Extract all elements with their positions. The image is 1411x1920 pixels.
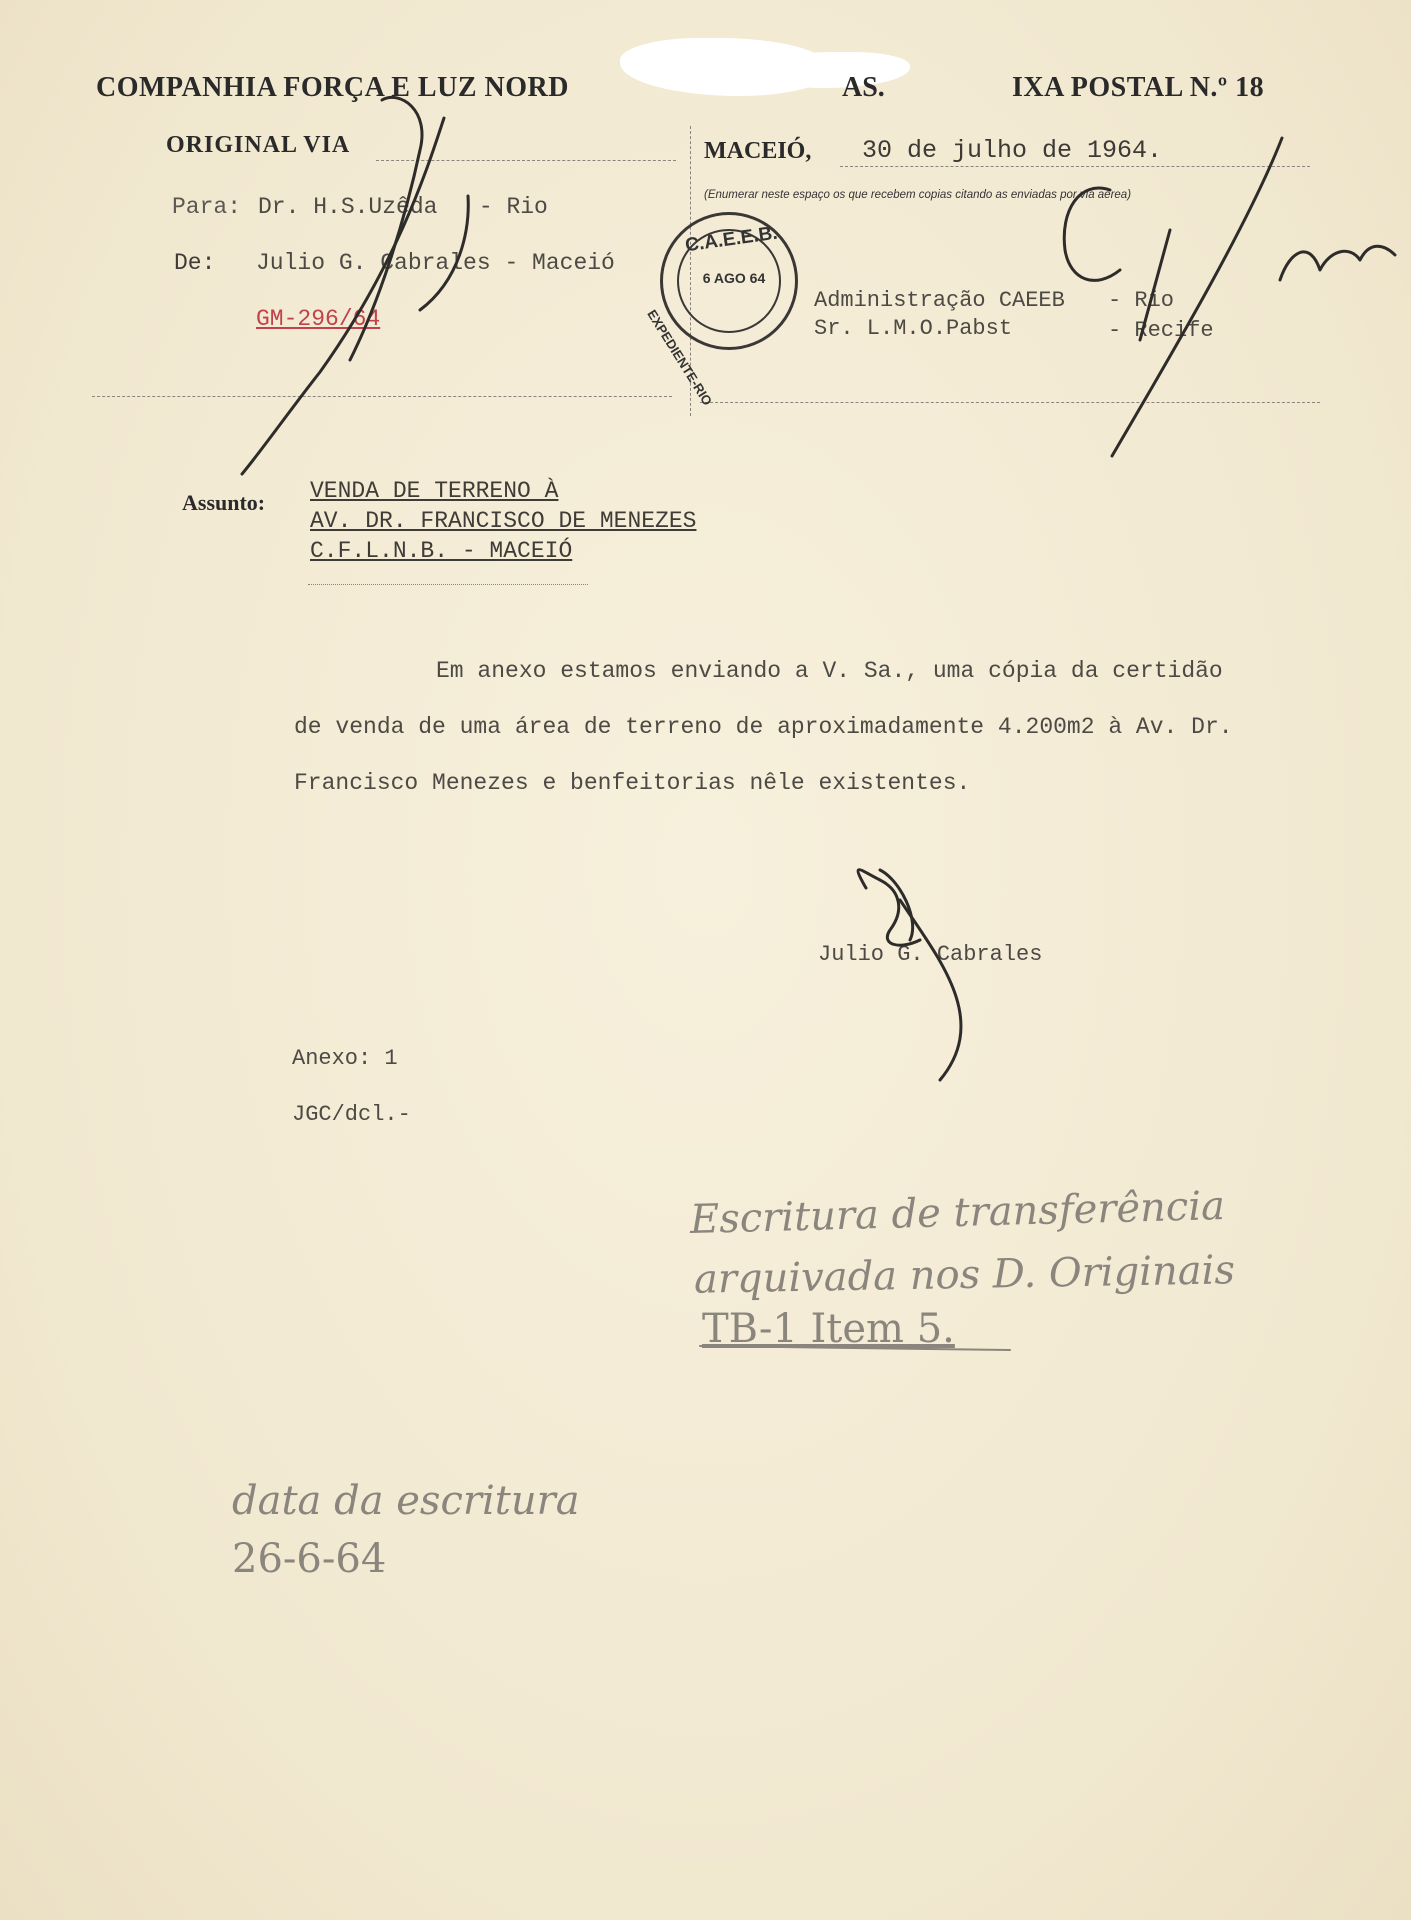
de-value: Julio G. Cabrales - Maceió [256,250,615,276]
pen-initials-alv [1280,246,1395,280]
stamp-top-text: C.A.E.E.B. [683,222,779,257]
city-label: MACEIÓ, [704,138,812,164]
copy-recipient-1: Administração CAEEB [814,288,1065,313]
subject-line-3: C.F.L.N.B. - MACEIÓ [310,538,573,564]
subject-line-1: VENDA DE TERRENO À [310,478,559,504]
signature-stroke-3 [880,870,913,940]
handwritten-note-line-3: TB-1 Item 5. [702,1306,955,1352]
para-label: Para: [172,194,242,220]
stamp-date: 6 AGO 64 [702,270,766,286]
letter-date: 30 de julho de 1964. [862,136,1163,165]
signatory-name: Julio G. Cabrales [818,942,1043,967]
body-line-1: Em anexo estamos enviando a V. Sa., uma cópia da certidão [436,658,1223,684]
handwritten-date-label: data da escritura [232,1478,580,1524]
letterhead-right: IXA POSTAL N.º 18 [1012,72,1265,103]
signature-stroke-2 [900,900,961,1080]
copies-note: (Enumerar neste espaço os que recebem copias citando as enviadas por via aérea) [704,189,1132,201]
annex-count: Anexo: 1 [292,1046,398,1071]
handwritten-date-value: 26-6-64 [232,1536,387,1582]
copy-recipient-2: Sr. L.M.O.Pabst [814,316,1013,341]
letterhead-mid: AS. [842,72,885,103]
body-line-2: de venda de uma área de terreno de aproximadamente 4.200m2 à Av. Dr. [294,714,1233,740]
de-label: De: [174,250,216,276]
subject-line-2: AV. DR. FRANCISCO DE MENEZES [310,508,697,534]
pencil-underline [700,1346,1010,1350]
subject-label: Assunto: [182,490,266,515]
handwritten-note-line-2: arquivada nos D. Originais [693,1247,1236,1303]
pen-initials-c [1064,188,1120,280]
original-via-label: ORIGINAL VIA [166,132,351,158]
letterhead-left: COMPANHIA FORÇA E LUZ NORD [96,72,569,103]
handwritten-note-line-1: Escritura de transferência [689,1183,1226,1243]
pen-initials-long-stroke [1112,138,1282,456]
typist-initials: JGC/dcl.- [292,1102,411,1127]
reference-number: GM-296/64 [256,306,381,332]
copy-place-1: - Rio [1108,288,1175,313]
pen-stroke-loop [350,97,422,360]
body-line-3: Francisco Menezes e benfeitorias nêle existentes. [294,770,971,796]
pen-initials-slash [1140,230,1170,340]
pen-stroke-hook [420,196,468,310]
stamp-side-text: EXPEDIENTE-RIO [644,307,716,409]
para-value: Dr. H.S.Uzêda - Rio [258,194,548,220]
copy-place-2: - Recife [1108,318,1214,343]
